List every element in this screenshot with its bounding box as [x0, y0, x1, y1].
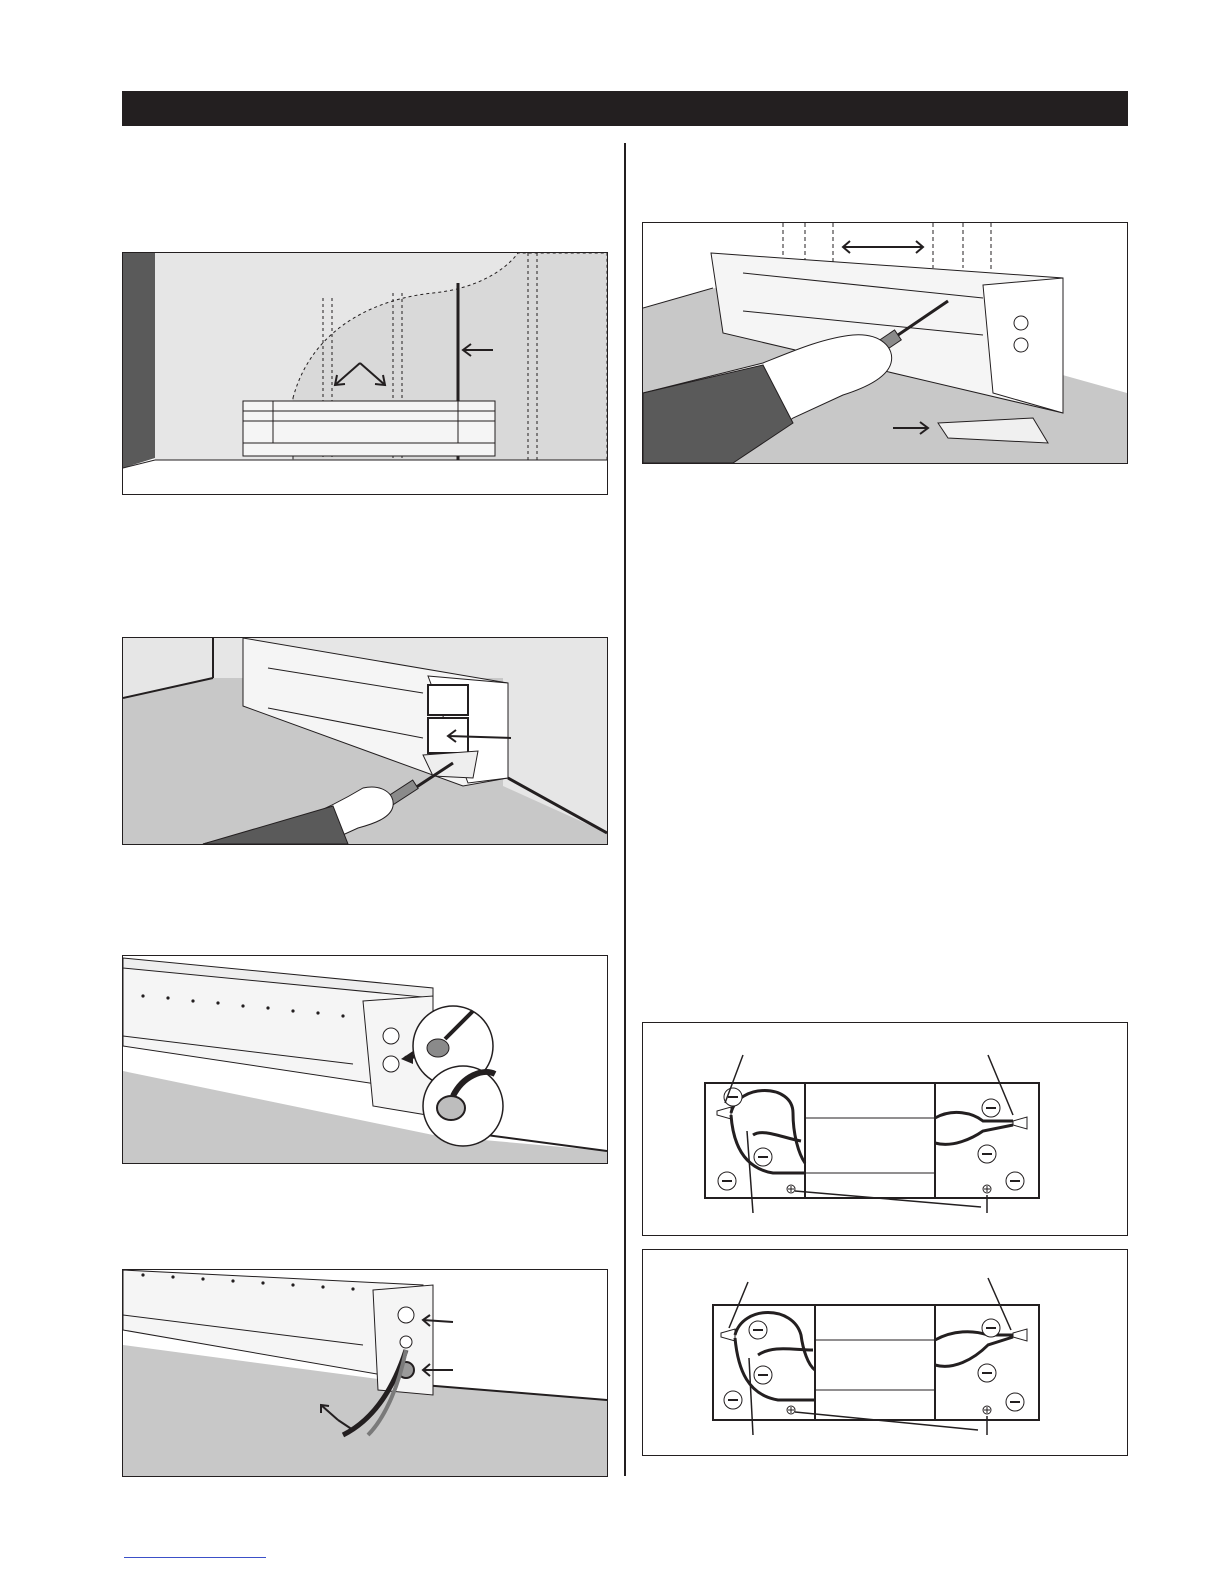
column-divider	[624, 143, 626, 1476]
figure-knockout-clamp	[122, 955, 608, 1164]
figure-mounting-heater	[642, 222, 1128, 464]
section-title-bar	[122, 91, 1128, 126]
footer-link-underline[interactable]	[124, 1557, 266, 1558]
figure-wiring-diagram-a	[642, 1022, 1128, 1236]
figure-cable-entry	[122, 1269, 608, 1477]
figure-wall-studs	[122, 252, 608, 495]
figure-wiring-diagram-b	[642, 1249, 1128, 1456]
figure-end-cap-removal	[122, 637, 608, 845]
